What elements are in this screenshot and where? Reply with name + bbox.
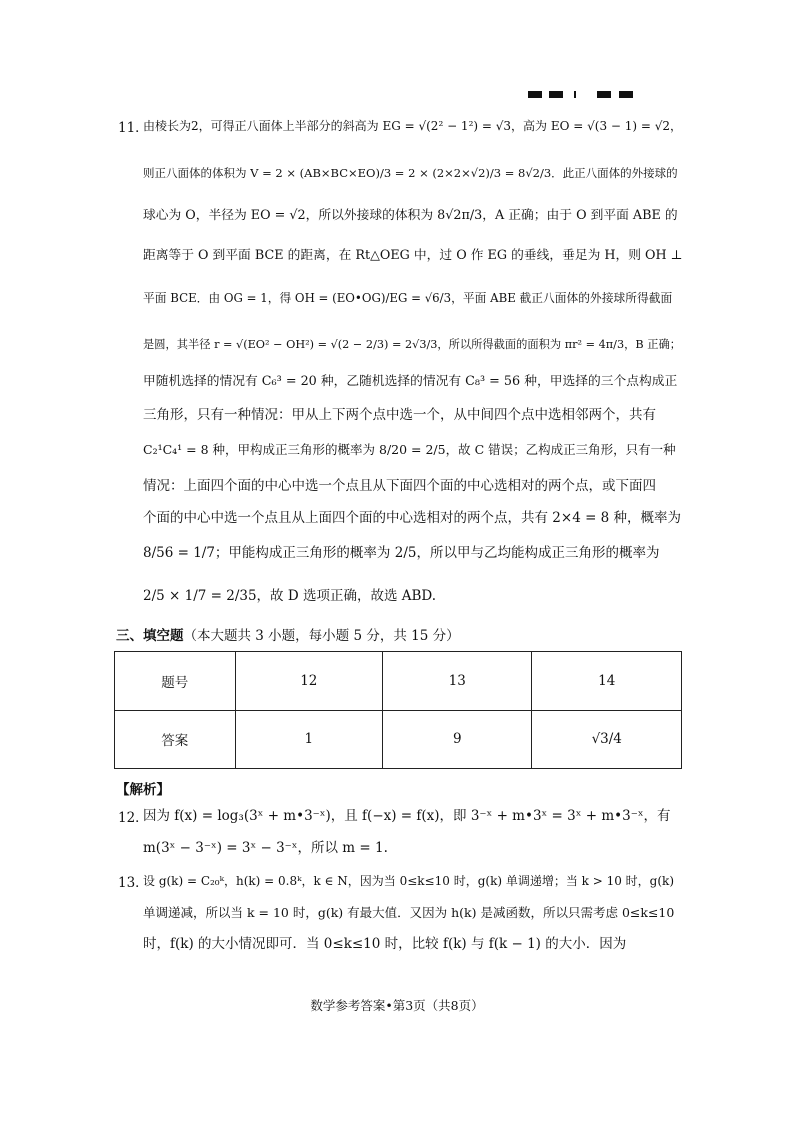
header-mark (574, 91, 576, 98)
q11-line: 由棱长为2，可得正八面体上半部分的斜高为 EG = √(2² − 1²) = √3，高为 EO = √(3 − 1) = √2， (143, 119, 683, 133)
table-cell: 12 (235, 652, 382, 711)
q11-line: 则正八面体的体积为 V = 2 × (AB×BC×EO)/3 = 2 × (2×2×√2)/3 = 8√2/3．此正八面体的外接球的 (143, 166, 678, 180)
q11-line: 个面的中心中选一个点且从上面四个面的中心选相对的两个点，共有 2×4 = 8 种，概率为 (143, 510, 682, 526)
question-number: 13． (118, 875, 149, 891)
q11-line: 甲随机选择的情况有 C₆³ = 20 种，乙随机选择的情况有 C₈³ = 56 种，甲选择的三个点构成正 (143, 374, 678, 389)
header-mark (597, 91, 611, 98)
header-mark (549, 91, 563, 98)
q12-line: 因为 f(x) = log₃(3ˣ + m•3⁻ˣ)，且 f(−x) = f(x)，即 3⁻ˣ + m•3ˣ = 3ˣ + m•3⁻ˣ，有 (143, 808, 671, 824)
table-cell-label: 题号 (115, 652, 236, 711)
section-title: 三、填空题 (116, 628, 184, 644)
page-footer: 数学参考答案•第3页（共8页） (310, 998, 484, 1013)
table-cell: 13 (383, 652, 532, 711)
answer-table (114, 651, 682, 769)
header-mark (619, 91, 633, 98)
q13-line: 时，f(k) 的大小情况即可．当 0≤k≤10 时，比较 f(k) 与 f(k − 1) 的大小．因为 (143, 936, 627, 952)
q11-line: 平面 BCE．由 OG = 1，得 OH = (EO•OG)/EG = √6/3，平面 ABE 截正八面体的外接球所得截面 (143, 291, 673, 305)
q11-line: 是圆，其半径 r = √(EO² − OH²) = √(2 − 2/3) = 2√3/3，所以所得截面的面积为 πr² = 4π/3，B 正确； (143, 338, 681, 351)
q11-line: 距离等于 O 到平面 BCE 的距离，在 Rt△OEG 中，过 O 作 EG 的垂线，垂足为 H，则 OH ⊥ (143, 248, 683, 263)
q11-line: 2/5 × 1/7 = 2/35，故 D 选项正确，故选 ABD. (143, 588, 437, 604)
table-cell: 14 (532, 652, 682, 711)
q11-line: 情况：上面四个面的中心中选一个点且从下面四个面的中心选相对的两个点，或下面四 (143, 478, 656, 494)
question-number: 11． (118, 120, 149, 136)
table-row (115, 710, 682, 769)
q13-line: 单调递减，所以当 k = 10 时，g(k) 有最大值．又因为 h(k) 是减函数，所以只需考虑 0≤k≤10 (143, 905, 675, 920)
q11-line: 8/56 = 1/7；甲能构成正三角形的概率为 2/5，所以甲与乙均能构成正三角形的概率为 (143, 545, 660, 561)
header-mark (528, 91, 542, 98)
q11-line: C₂¹C₄¹ = 8 种，甲构成正三角形的概率为 8/20 = 2/5，故 C 错误；乙构成正三角形，只有一种 (143, 442, 676, 457)
question-number: 12． (118, 810, 149, 826)
section-heading (116, 624, 460, 644)
analysis-heading: 【解析】 (116, 782, 170, 798)
table-cell: 1 (235, 710, 382, 769)
q11-line: 三角形，只有一种情况：甲从上下两个点中选一个，从中间四个点中选相邻两个，共有 (143, 407, 656, 423)
table-row (115, 652, 682, 711)
table-cell: √3/4 (532, 710, 682, 769)
table-cell-label: 答案 (115, 710, 236, 769)
q11-line: 球心为 O，半径为 EO = √2，所以外接球的体积为 8√2π/3，A 正确；由于 O 到平面 ABE 的 (143, 208, 678, 223)
section-note: （本大题共 3 小题，每小题 5 分，共 15 分） (183, 628, 460, 644)
table-cell: 9 (383, 710, 532, 769)
q12-line: m(3ˣ − 3⁻ˣ) = 3ˣ − 3⁻ˣ，所以 m = 1. (143, 840, 388, 856)
q13-line: 设 g(k) = C₂₀ᵏ，h(k) = 0.8ᵏ，k ∈ N，因为当 0≤k≤10 时，g(k) 单调递增；当 k > 10 时，g(k) (143, 874, 675, 888)
